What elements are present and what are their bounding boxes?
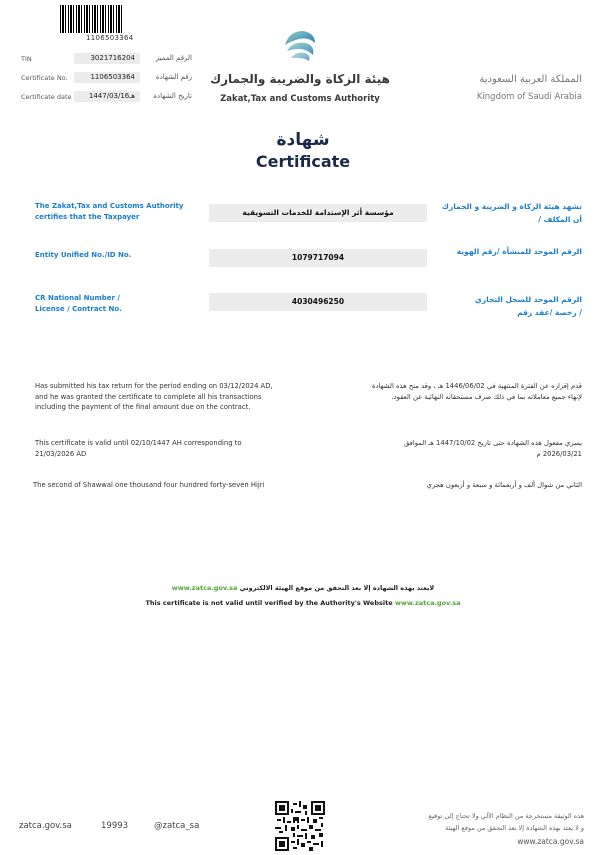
taxpayer-name: مؤسسة أثر الإستدامة للخدمات التسويقية <box>209 204 427 222</box>
verify-url-link[interactable]: www.zatca.gov.sa <box>171 584 238 592</box>
cert-no-value: 1106503364 <box>74 72 140 83</box>
date-words-ar: الثاني من شوال ألف و أربعمائة و سبعة و أربعون هجري <box>426 481 582 489</box>
barcode-number: 1106503364 <box>86 34 134 42</box>
taxpayer-label-en: The Zakat,Tax and Customs Authority certifies that the Taxpayer <box>35 202 184 221</box>
valid-text-ar: يسري مفعول هذه الشهادة حتى تاريخ 1447/10/02 هـ الموافق 2026/03/21 م <box>403 439 582 458</box>
footer-site[interactable]: zatca.gov.sa <box>19 821 72 831</box>
entity-id-value: 1079717094 <box>209 249 427 267</box>
cert-no-label-ar: رقم الشهادة <box>155 73 192 81</box>
qr-code-icon <box>275 801 325 851</box>
verify-url-link-en[interactable]: www.zatca.gov.sa <box>394 599 461 607</box>
title-ar: شهادة <box>276 130 330 150</box>
tin-label-ar: الرقم المميز <box>155 54 192 62</box>
ksa-name-en: Kingdom of Saudi Arabia <box>476 92 582 102</box>
verify-text-ar: لايعتد بهذه الشهادة إلا بعد التحقق من موقع الهيئة الالكتروني <box>239 584 435 592</box>
footer-note-url[interactable]: www.zatca.gov.sa <box>517 837 584 846</box>
ksa-name-ar: المملكة العربية السعودية <box>479 74 582 85</box>
date-words-en: The second of Shawwal one thousand four hundred forty-seven Hijri <box>33 481 265 489</box>
verify-note-ar <box>120 584 486 592</box>
barcode <box>60 5 122 33</box>
verify-text-en: This certificate is not valid until verified by the Authority's Website <box>145 599 393 607</box>
footer-note-ar-1: هذه الوثيقة مستخرجة من النظام الآلي ولا تحتاج إلى توقيع <box>428 812 584 820</box>
tin-value: 3021716204 <box>74 53 140 64</box>
cert-no-label: Certificate No. <box>21 74 68 82</box>
cr-value: 4030496250 <box>209 293 427 311</box>
org-name-en: Zakat,Tax and Customs Authority <box>220 94 380 104</box>
cr-label-ar: الرقم الموحد للسجل التجاري / رخصة /عقد رقم <box>474 295 582 317</box>
tin-label: TIN <box>21 55 32 63</box>
cert-date-label: Certificate date <box>21 93 72 101</box>
footer-phone: 19993 <box>101 821 129 831</box>
valid-text-en: This certificate is valid until 02/10/1447 AH corresponding to 21/03/2026 AD <box>35 439 242 458</box>
entity-id-label-en: Entity Unified No./ID No. <box>35 251 132 259</box>
entity-id-label-ar: الرقم الموحد للمنشأة /رقم الهوية <box>456 247 582 256</box>
title-en: Certificate <box>255 152 351 171</box>
cr-label-en: CR National Number / License / Contract No. <box>35 294 122 313</box>
cert-date-label-ar: تاريخ الشهادة <box>153 92 192 100</box>
footer-handle[interactable]: @zatca_sa <box>154 821 200 831</box>
org-name-ar: هيئة الزكاة والضريبة والجمارك <box>210 72 390 86</box>
submitted-text-ar: قدم إقراره عن الفترة المنتهية في 1446/06/02 هـ ، وقد منح هذه الشهادة لإنهاء جميع معاملاته بما في ذلك صرف مستحقاته النهائية عن العقود. <box>372 382 582 401</box>
zatca-logo-icon <box>279 25 321 67</box>
submitted-text-en: Has submitted his tax return for the period ending on 03/12/2024 AD, and he was granted the certificate to complete all his transactions including the payment of the final amount due on the contract. <box>35 382 273 411</box>
verify-note-en <box>120 599 486 607</box>
footer-note-ar-2: و لا يعتد بهذه الشهادة إلا بعد التحقق من موقع الهيئة <box>445 824 584 832</box>
taxpayer-label-ar: تشهد هيئة الزكاة و الضريبة و الجمارك أن المكلف / <box>442 202 582 224</box>
cert-date-value: 1447/03/16هـ <box>74 91 140 102</box>
